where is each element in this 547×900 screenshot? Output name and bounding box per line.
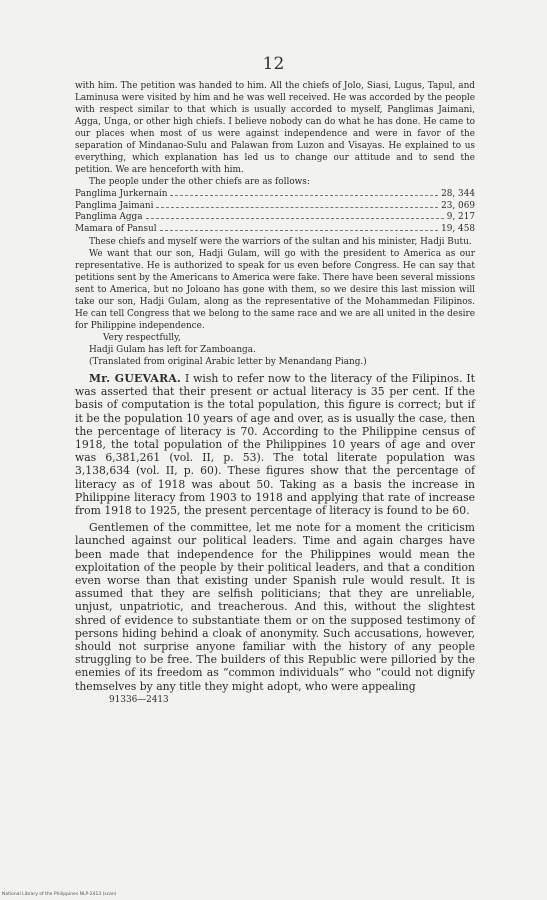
print-code: 91336—2413 (109, 694, 169, 705)
speaker-name: Mr. GUEVARA. (89, 372, 182, 385)
chiefs-intro: The people under the other chiefs are as follows: (89, 177, 310, 187)
note-left-zamboanga: Hadji Gulam has left for Zamboanga. (89, 345, 256, 355)
chief-count: 28, 344 (441, 189, 475, 199)
chief-count: 19, 458 (441, 223, 475, 234)
chief-name: Panglima Agga (75, 212, 143, 222)
chief-row (75, 212, 475, 224)
chief-row (75, 201, 475, 213)
chief-count: 23, 069 (441, 200, 475, 211)
translation-note: (Translated from original Arabic letter by Menandang Piang.) (89, 357, 367, 367)
scan-credit: National Library of the Philippines NLP-2413 (scan) (2, 892, 117, 897)
leader-dots (146, 218, 444, 219)
representative-paragraph: We want that our son, Hadji Gulam, will go with the president to America as our representative. He is authorized to speak for us even before Congress. He can say that petitions sent by the Americans to America were fake. There have been several missions sent to America, but no Joloano has gone with them, so we desire this last mission will take our son, Hadji Gulam, along as the representative of the Mohammedan Filipinos. He can tell Congress that we belong to the same race and we are all united in the desire for Philippine independence. (75, 249, 475, 331)
literacy-paragraph (75, 372, 475, 517)
chief-name: Panglima Jaimani (75, 200, 154, 211)
document-body (75, 80, 475, 706)
chief-name: Panglima Jurkernain (75, 189, 168, 199)
leader-dots (160, 230, 439, 231)
literacy-text: I wish to refer now to the literacy of the Filipinos. It was asserted that their present or actual literacy is 35 per cent. If the basis of computation is the total population, this figure is correct; but if it be the population 10 years of age and over, as is usually the case, then the percentage of literacy is 70. According to the Philippine census of 1918, the total population of the Philippines 10 years of age and over was 6,381,261 (vol. II, p. 53). The total literate population was 3,138,634 (vol. II, p. 60). These figures show that the percentage of literacy as of 1918 was about 50. Taking as a basis the increase in Philippine literacy from 1903 to 1918 and applying that rate of increase from 1918 to 1925, the present percentage of literacy is found to be 60. (75, 372, 475, 518)
chief-row (75, 224, 475, 236)
chiefs-list (75, 189, 475, 235)
warriors-paragraph: These chiefs and myself were the warriors of the sultan and his minister, Hadji Butu. (89, 237, 472, 247)
closing-line: Very respectfully, (103, 333, 181, 343)
leaders-paragraph: Gentlemen of the committee, let me note for a moment the criticism launched against our political leaders. Time and again charges have been made that independence for the Philippines would mean the exploitation of the people by their political leaders, and that a condition even worse than that existing under Spanish rule would result. It is assumed that they are selfish politicians; that they are unreliable, unjust, unpatriotic, and treacherous. And this, without the slightest shred of evidence to substantiate them or on the supposed testimony of persons hiding behind a cloak of anonymity. Such accusations, however, should not surprise anyone familiar with the history of any people struggling to be free. The builders of this Republic were pilloried by the enemies of its freedom as “common individuals” who “could not dignify themselves by any title they might adopt, who were appealing (75, 521, 475, 693)
leader-dots (170, 195, 438, 196)
leader-dots (156, 207, 438, 208)
letter-paragraph: with him. The petition was handed to him. All the chiefs of Jolo, Siasi, Lugus, Tapul, and Laminusa were visited by him and he was well received. He was accorded by the people with respect similar to that which is usually accorded to myself, Panglimas Jaimani, Agga, Unga, or other high chiefs. I believe nobody can do what he has done. He came to our places when most of us were against independence and were in favor of the separation of Mindanao-Sulu and Palawan from Luzon and Visayas. He explained to us everything, which explanation has led us to change our attitude and to send the petition. We are henceforth with him. (75, 81, 475, 175)
chief-name: Mamara of Pansul (75, 223, 157, 234)
page-number: 12 (262, 54, 285, 74)
chief-count: 9, 217 (446, 212, 475, 222)
chief-row (75, 189, 475, 201)
